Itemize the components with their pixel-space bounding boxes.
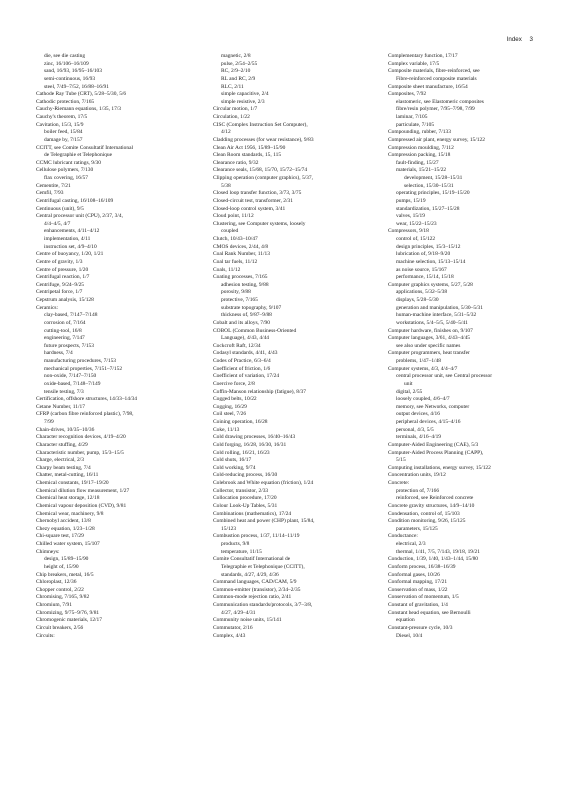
index-entry: Computing installations, energy survey, 15/122 <box>388 464 491 471</box>
index-entry: Centinuous (unit), 9/5 <box>36 205 84 212</box>
index-entry: Compounding, rubber, 7/133 <box>388 129 451 136</box>
index-entry: Conduction, 1/39, 1/40, 1/43–1/44, 15/80 <box>388 556 479 563</box>
index-subentry: semi-continuous, 16/93 <box>44 75 96 82</box>
index-entry: CMOS devices, 2/44, 4/8 <box>213 243 269 250</box>
index-column-2 <box>213 53 363 640</box>
index-subentry: 15/123 <box>221 525 237 532</box>
index-entry: CISC (Complex Instruction Set Computer), <box>213 121 308 128</box>
index-entry: Chimneys: <box>36 548 60 555</box>
index-subentry: as noise source, 15/167 <box>396 266 447 273</box>
index-entry: Clean Air Act 1956, 15/89–15/90 <box>213 144 286 151</box>
index-entry: Common-emitter (transistor), 2/34–2/35 <box>213 586 301 593</box>
index-subentry: hardness, 7/4 <box>44 350 73 357</box>
index-subentry: output devices, 4/16 <box>396 411 440 418</box>
index-subentry: standardization, 15/27–15/28 <box>396 205 460 212</box>
index-entry: Clutch, 10/43–10/47 <box>213 236 258 242</box>
index-entry: Concrete: <box>388 480 410 486</box>
index-entry: Chemical dilution flow measurement, 1/27 <box>36 487 130 494</box>
index-entry: Collector, transistor, 2/33 <box>213 487 269 494</box>
index-entry: Cemfil, 7/93 <box>36 190 64 197</box>
index-entry: Chezy equation, 1/23–1/28 <box>36 525 95 532</box>
index-subentry: problems, 1/47–1/48 <box>396 358 442 364</box>
index-entry: Concentration units, 19/12 <box>388 472 446 479</box>
index-subentry: particulate, 7/105 <box>396 121 435 128</box>
index-subentry: enhancements, 4/11–4/12 <box>44 228 100 235</box>
index-entry: Coal Rank Number, 11/13 <box>213 251 270 258</box>
index-entry: Coals, 11/12 <box>213 266 241 273</box>
index-subentry: performance, 15/14, 15/18 <box>396 274 454 281</box>
index-entry: Cepstrum analysis, 15/128 <box>36 297 94 303</box>
index-entry: Closed loop transfer function, 3/73, 3/75 <box>213 190 302 197</box>
index-column-1 <box>36 53 186 640</box>
index-entry: Cementite, 7/21 <box>36 182 71 189</box>
index-subentry: Telegraphie et Telephonique (CCITT), <box>221 563 305 570</box>
index-subentry: loosely coupled, 4/6–4/7 <box>396 396 450 403</box>
index-entry: Composites, 7/92 <box>388 91 427 98</box>
index-subentry: manufacturing procedures, 7/153 <box>44 358 117 364</box>
index-entry: Command languages, CAD/CAM, 5/9 <box>213 579 297 586</box>
index-entry: Cladding processes (for wear resistance), 9/83 <box>213 136 314 143</box>
index-entry: Coefficient of friction, 1/6 <box>213 365 271 372</box>
index-entry: Charpy beam testing, 7/4 <box>36 464 91 471</box>
index-subentry: substrate topography, 9/107 <box>221 304 282 311</box>
index-subentry: 5/38 <box>221 182 231 189</box>
index-subentry: electrical, 2/3 <box>396 541 426 547</box>
index-entry: Centripetal force, 1/7 <box>36 289 83 296</box>
index-entry: Coil steel, 7/26 <box>213 411 247 418</box>
page-number: 3 <box>529 36 533 43</box>
index-entry: Certification, offshore structures, 14/33–14/34 <box>36 396 137 403</box>
index-subentry: pumps, 15/19 <box>396 197 426 204</box>
index-entry: Character recognition devices, 4/19–4/20 <box>36 434 126 441</box>
index-subentry: reinforced, see Reinforced concrete <box>396 495 474 502</box>
index-entry: Centrifugal reaction, 1/7 <box>36 274 90 281</box>
index-subentry: zinc, 16/106–16/109 <box>44 60 89 67</box>
index-entry: Coating processes, 7/165 <box>213 274 268 281</box>
index-entry: Computer hardware, finishes on, 9/107 <box>388 327 473 334</box>
index-entry: Character stuffing, 4/29 <box>36 441 88 448</box>
index-entry: Circulation, 1/22 <box>213 114 250 120</box>
index-entry: Cold-reducing process, 16/30 <box>213 472 278 479</box>
index-entry: Composite materials, fibre-reinforced, see <box>388 68 480 75</box>
index-entry: Common-mode rejection ratio, 2/41 <box>213 594 292 601</box>
index-subentry: development, 15/28–15/31 <box>404 175 463 181</box>
index-entry: Closed-circuit test, transformer, 2/31 <box>213 197 293 204</box>
index-entry: Complex variable, 17/5 <box>388 60 440 67</box>
index-entry: Chopper control, 2/22 <box>36 586 84 593</box>
index-entry: Cold working, 9/74 <box>213 464 256 471</box>
index-entry: Computer-Aided Engineering (CAE), 5/3 <box>388 441 479 448</box>
index-subentry: RC, 2/9–2/10 <box>221 68 251 75</box>
index-subentry: machine selection, 15/13–15/14 <box>396 258 466 265</box>
index-entry: Conservation of mass, 1/22 <box>388 586 448 593</box>
index-entry: Chemical constants, 19/17–19/20 <box>36 480 109 486</box>
index-entry: Combustion process, 1/37, 11/14–11/19 <box>213 533 300 540</box>
index-entry: Chernobyl accident, 13/8 <box>36 518 91 525</box>
index-entry: Circular motion, 1/7 <box>213 106 258 113</box>
index-subentry: simple capacitive, 2/4 <box>221 91 269 98</box>
index-entry: Concrete gravity structures, 14/9–14/10 <box>388 502 475 509</box>
index-entry: Chemical wear, machinery, 9/8 <box>36 510 104 517</box>
index-entry: Cetane Number, 11/17 <box>36 403 85 410</box>
index-entry: Colebrook and White equation (friction), 1/24 <box>213 480 314 486</box>
index-subentry: sand, 16/93, 16/95–16/103 <box>44 68 102 75</box>
index-entry: Chromium, 7/91 <box>36 602 72 608</box>
index-subentry: porosity, 9/88 <box>221 289 251 296</box>
index-subentry: height of, 15/90 <box>44 563 79 570</box>
index-entry: Community noise units, 15/141 <box>213 617 282 624</box>
index-entry: Cold rolling, 16/21, 16/23 <box>213 449 270 456</box>
index-subentry: digital, 2/55 <box>396 388 423 395</box>
index-entry: Circuit breakers, 2/56 <box>36 624 84 631</box>
index-subentry: central processor unit, see Central processor <box>396 373 493 380</box>
index-entry: Cathodic protection, 7/165 <box>36 98 95 105</box>
index-entry: Cellulose polymers, 7/130 <box>36 167 94 174</box>
index-subentry: temperature, 11/15 <box>221 548 262 555</box>
index-entry: Clipping operation (computer graphics), 5/37, <box>213 175 313 181</box>
index-subentry: de Telegraphie et Telephonique <box>44 152 113 159</box>
index-entry: Comite Consultatif International de <box>213 556 291 563</box>
index-subentry: future prospects, 7/153 <box>44 342 94 349</box>
index-entry: Clustering, see Computer systems, loosely <box>213 220 306 227</box>
index-subentry: boiler feed, 15/84 <box>44 129 83 136</box>
index-subentry: equation <box>396 617 415 624</box>
index-entry: Chilled water system, 15/107 <box>36 541 100 547</box>
index-subentry: elastomeric, see Elastomeric composites <box>396 98 484 105</box>
index-subentry: adhesion testing, 9/88 <box>221 281 269 288</box>
index-subentry: 4/27, 4/29–4/31 <box>221 609 256 616</box>
index-entry: Chemical heat storage, 12/18 <box>36 495 100 502</box>
index-subentry: terminals, 4/16–4/19 <box>396 434 442 441</box>
index-subentry: cutting-tool, 16/8 <box>44 327 82 334</box>
index-entry: Chromising, 7/165, 9/82 <box>36 594 90 601</box>
index-entry: Centrifugal casting, 16/108–16/109 <box>36 197 114 204</box>
index-subentry: tensile testing, 7/3 <box>44 388 84 395</box>
index-entry: COBOL (Common Business-Oriented <box>213 327 297 334</box>
index-subentry: materials, 15/21–15/22 <box>396 167 447 174</box>
index-entry: Cogged belts, 10/22 <box>213 396 257 403</box>
index-subentry: engineering, 7/147 <box>44 335 85 342</box>
index-entry: Codasyl standards, 4/41, 4/43 <box>213 350 278 357</box>
index-entry: Compressed air plant, energy survey, 15/122 <box>388 136 485 143</box>
index-entry: Cold drawing processes, 16/40–16/43 <box>213 434 296 441</box>
index-subentry: RLC, 2/11 <box>221 83 244 90</box>
index-subentry: valves, 15/19 <box>396 213 425 220</box>
index-entry: Combined heat and power (CHP) plant, 15/84, <box>213 518 315 525</box>
index-subentry: see also under specific names <box>396 342 461 349</box>
index-entry: Constant of gravitation, 1/4 <box>388 602 448 608</box>
index-entry: Clean Room standards, 15, 115 <box>213 152 282 159</box>
index-entry: Condition monitoring, 9/26, 15/125 <box>388 518 466 525</box>
index-entry: Coining operation, 16/28 <box>213 419 268 425</box>
index-entry: Centre of gravity, 1/3 <box>36 258 83 265</box>
index-entry: Condensation, control of, 15/103 <box>388 510 460 517</box>
index-entry: Conformal gases, 10/26 <box>388 571 440 578</box>
index-subentry: implementation, 4/11 <box>44 236 91 242</box>
index-entry: Chatter, metal-cutting, 16/11 <box>36 472 99 479</box>
index-entry: Ceramics: <box>36 304 59 311</box>
index-entry: Cauchy-Riemann equations, 1/35, 17/3 <box>36 106 122 113</box>
index-entry: Computer graphics systems, 5/27, 5/28 <box>388 281 473 288</box>
index-entry: Chromogenic materials, 12/17 <box>36 617 102 624</box>
index-entry: Cold shuts, 16/17 <box>213 457 252 464</box>
index-subentry: steel, 7/49–7/52, 16/88–16/91 <box>44 83 109 90</box>
index-subentry: unit <box>404 380 413 387</box>
index-subentry: Language), 4/43, 4/44 <box>221 335 270 342</box>
index-subentry: oxide-based, 7/148–7/149 <box>44 380 101 387</box>
index-subentry: human-machine interface, 5/31–5/32 <box>396 312 477 319</box>
index-entry: Cathode Ray Tube (CRT), 5/28–5/30, 5/6 <box>36 91 127 98</box>
index-subentry: control of, 15/122 <box>396 236 436 242</box>
index-subentry: thermal, 1/41, 7/5, 7/143, 19/18, 19/21 <box>396 548 480 555</box>
index-entry: Cobalt and its alloys, 7/90 <box>213 319 270 326</box>
index-subentry: Fibre-reinforced composite materials <box>396 75 477 82</box>
index-subentry: laminar, 7/105 <box>396 114 428 120</box>
index-subentry: non-oxide, 7/147–7/150 <box>44 373 97 380</box>
index-entry: Clearance seals, 15/68, 15/70, 15/72–15/74 <box>213 167 308 174</box>
index-subentry: mechanical properties, 7/151–7/152 <box>44 365 123 372</box>
index-entry: Centrifuge, 9/24–9/25 <box>36 281 85 288</box>
index-subentry: products, 9/8 <box>221 541 250 547</box>
index-entry: Central processor unit (CPU), 2/37, 3/4, <box>36 213 123 220</box>
index-entry: Chloroplast, 12/36 <box>36 579 77 586</box>
index-entry: Conform process, 16/38–16/39 <box>388 563 456 570</box>
index-entry: Coke, 11/13 <box>213 426 240 433</box>
index-entry: Commutator, 2/16 <box>213 624 253 631</box>
index-subentry: thickness of, 9/87–9/88 <box>221 312 272 319</box>
index-entry: Cogging, 16/29 <box>213 403 247 410</box>
index-entry: CFRP (carbon fibre reinforced plastic), 7/98, <box>36 411 134 418</box>
index-entry: Conformal mapping, 17/21 <box>388 579 448 586</box>
index-subentry: instruction set, 4/9–4/10 <box>44 243 97 250</box>
index-subentry: generation and manipulation, 5/30–5/31 <box>396 304 483 311</box>
index-subentry: personal, 4/3, 5/5 <box>396 426 434 433</box>
index-subentry: magnetic, 2/8 <box>221 53 251 59</box>
index-entry: Compression packing, 15/18 <box>388 152 451 159</box>
index-subentry: wear, 15/22–15/23 <box>396 220 437 227</box>
index-column-3 <box>388 53 538 640</box>
index-entry: Cavitation, 15/3, 15/9 <box>36 121 84 128</box>
index-entry: Colour Look-Up Tables, 5/31 <box>213 502 278 509</box>
index-subentry: Diesel, 10/4 <box>396 632 423 639</box>
index-entry: Collocation procedure, 17/20 <box>213 495 277 502</box>
index-subentry: fibre/resin polymer, 7/95–7/98, 7/99 <box>396 106 475 113</box>
index-entry: Computer languages, 3/61, 4/43–4/45 <box>388 335 471 342</box>
index-subentry: peripheral devices, 4/15–4/16 <box>396 419 461 425</box>
index-entry: Codes of Practice, 6/3–6/4 <box>213 358 271 364</box>
index-subentry: simple resistive, 2/3 <box>221 98 265 105</box>
index-entry: Communication standards/protocols, 3/7–3/8, <box>213 602 313 608</box>
index-entry: Computer-Aided Process Planning (CAPP), <box>388 449 484 456</box>
index-entry: Chi-square test, 17/29 <box>36 533 84 540</box>
index-entry: Coercive force, 2/8 <box>213 380 255 387</box>
index-entry: Cold forging, 16/28, 16/30, 16/31 <box>213 441 287 448</box>
index-subentry: RL and RC, 2/9 <box>221 75 256 82</box>
page-header <box>501 36 533 43</box>
index-subentry: 4/12 <box>221 129 231 136</box>
index-entry: Constant head equation, see Bernoulli <box>388 609 471 616</box>
index-entry: Conductance: <box>388 533 418 540</box>
index-subentry: corrosion of, 7/164 <box>44 319 86 326</box>
index-subentry: protection of, 7/166 <box>396 487 440 494</box>
index-entry: Compression moulding, 7/112 <box>388 144 454 151</box>
index-entry: Chip breakers, metal, 16/5 <box>36 571 94 578</box>
index-entry: Chain-drives, 10/35–10/36 <box>36 426 95 433</box>
running-title: Index <box>506 36 522 43</box>
index-subentry: coupled <box>221 228 239 235</box>
index-entry: CCMC lubricant ratings, 9/30 <box>36 159 101 166</box>
index-entry: Coffin-Manson relationship (fatigue), 8/37 <box>213 388 306 395</box>
index-entry: Characteristic number, pump, 15/3–15/5 <box>36 449 124 456</box>
index-subentry: clay-based, 7/147–7/148 <box>44 312 98 319</box>
index-entry: Cockcroft Raft, 12/34 <box>213 342 261 349</box>
index-entry: Conservation of momentum, 1/5 <box>388 594 459 601</box>
index-subentry: operating principles, 15/19–15/20 <box>396 190 470 197</box>
index-subentry: die, see die casting <box>44 53 86 59</box>
index-subentry: memory, see Networks, computer <box>396 403 470 410</box>
index-subentry: selection, 15/30–15/31 <box>404 182 454 189</box>
index-entry: Complex, 4/43 <box>213 632 246 639</box>
index-entry: Chromizing, 9/75–9/76, 9/81 <box>36 609 100 616</box>
index-subentry: pulse, 2/54–2/55 <box>221 60 258 67</box>
index-entry: Combinations (mathematics), 17/24 <box>213 510 292 517</box>
index-entry: Coefficient of variation, 17/24 <box>213 373 280 380</box>
index-entry: Circuits: <box>36 632 55 639</box>
index-subentry: standards, 4/27, 4/29, 4/36 <box>221 571 279 578</box>
index-entry: Coal tar fuels, 11/12 <box>213 258 258 265</box>
index-entry: Centre of pressure, 1/20 <box>36 266 89 273</box>
index-entry: Constant-pressure cycle, 10/3 <box>388 624 453 631</box>
index-entry: Charge, electrical, 2/3 <box>36 457 84 464</box>
index-subentry: lubrication of, 9/18–9/20 <box>396 251 451 258</box>
index-subentry: applications, 5/32–5/38 <box>396 289 448 296</box>
index-subentry: 5/15 <box>396 457 406 464</box>
index-entry: Composite sheet manufacture, 16/54 <box>388 83 468 90</box>
index-subentry: 7/99 <box>44 419 54 425</box>
index-subentry: fault-finding, 15/27 <box>396 159 439 166</box>
index-subentry: parameters, 15/125 <box>396 525 438 532</box>
index-entry: Computer programmers, heat transfer <box>388 350 470 357</box>
index-entry: Centre of buoyancy, 1/20, 1/21 <box>36 251 104 258</box>
index-subentry: damage by, 7/157 <box>44 136 83 143</box>
index-entry: CCITT, see Comite Consultatif International <box>36 144 133 151</box>
index-entry: Clearance ratio, 9/32 <box>213 159 259 166</box>
index-subentry: 4/4–4/5, 4/7 <box>44 220 71 227</box>
index-entry: Computer systems, 4/3, 4/4–4/7 <box>388 365 458 372</box>
index-entry: Closed-loop control system, 3/41 <box>213 205 286 212</box>
index-subentry: workstations, 5/4–5/5, 5/40–5/41 <box>396 319 468 326</box>
index-entry: Cauchy's theorem, 17/5 <box>36 114 88 120</box>
index-subentry: flax covering, 16/57 <box>44 175 88 181</box>
index-subentry: design, 15/89–15/90 <box>44 556 89 563</box>
index-entry: Compressors, 9/18 <box>388 228 429 235</box>
index-entry: Complementary function, 17/17 <box>388 53 458 59</box>
index-entry: Chemical vapour deposition (CVD), 9/81 <box>36 502 127 509</box>
index-subentry: displays, 5/28–5/30 <box>396 297 439 303</box>
index-subentry: design principles, 15/3–15/12 <box>396 243 461 250</box>
index-subentry: protective, 7/165 <box>221 297 258 303</box>
index-entry: Cloud point, 11/12 <box>213 213 254 220</box>
